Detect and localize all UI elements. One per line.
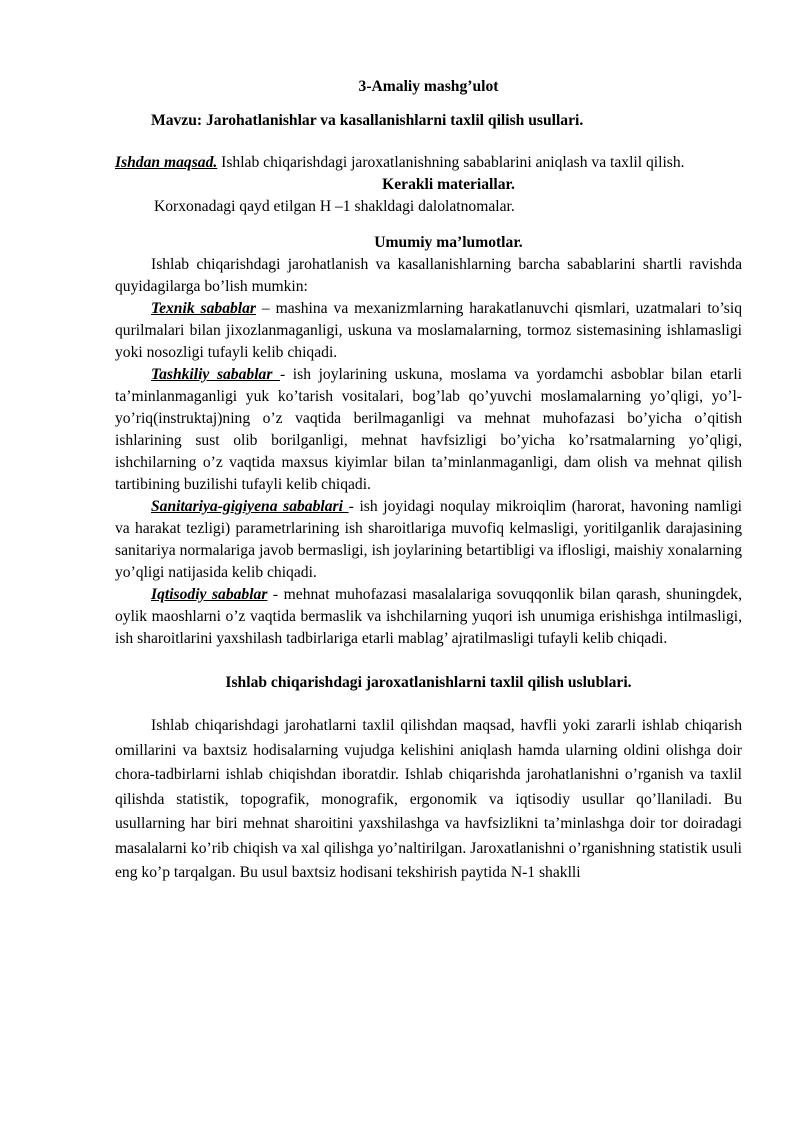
cause-paragraph-economic: [115, 584, 742, 650]
general-heading: Umumiy ma’lumotlar.: [374, 234, 523, 251]
document-page: [115, 76, 742, 886]
purpose-label: Ishdan maqsad.: [115, 154, 218, 171]
cause-term: Texnik sabablar: [151, 300, 256, 317]
cause-term: Tashkiliy sabablar: [151, 366, 280, 383]
cause-term: Sanitariya-gigiyena sabablari: [151, 498, 349, 515]
purpose-paragraph: [115, 152, 742, 174]
cause-term: Iqtisodiy sabablar: [151, 586, 268, 603]
purpose-text: Ishlab chiqarishdagi jaroxatlanishning sabablarini aniqlash va taxlil qilish.: [217, 154, 685, 171]
page-title: 3-Amaliy mashg’ulot: [358, 78, 499, 95]
cause-text: - ish joyidagi noqulay mikroiqlim (harorat, havoning namligi va harakat tezligi) parametrlarining ish sharoitlariga muvofiq kelmasligi, yoritilganlik darajasining sanitariya normalariga javob bermasligi, ish joylarining betartibligi va iflosligi, maishiy xonalarning yo’qligi natijasida kelib chiqadi.: [115, 498, 742, 581]
cause-paragraph-sanitary: [115, 496, 742, 584]
analysis-paragraph: Ishlab chiqarishdagi jarohatlarni taxlil qilishdan maqsad, havfli yoki zararli ishlab chiqarish omillarini va baxtsiz hodisalarning vujudga kelishini aniqlash hamda ularning oldini olishga doir chora-tadbirlarni ishlab chiqishdan iboratdir. Ishlab chiqarishda jarohatlanishni o’rganish va taxlil qilishda statistik, topografik, monografik, ergonomik va iqtisodiy usullar qo’llaniladi. Bu usullarning har biri mehnat sharoitini yaxshilashga va havfsizlikni ta’minlashga doir tor doiradagi masalalarni ko’rib chiqish va xal qilishga yo’naltirilgan. Jaroxatlanishni o’rganishning statistik usuli eng ko’p tarqalgan. Bu usul baxtsiz hodisani tekshirish paytida N-1 shaklli: [115, 717, 742, 881]
cause-text: - mehnat muhofazasi masalalariga sovuqqonlik bilan qarash, shuningdek, oylik maoshlarni o’z vaqtida bermaslik va ishchilarning yuqori ish unumiga erishishga intilmasligi, ish sharoitlarini yaxshilash tadbirlariga etarli mablag’ ajratilmasligi tufayli kelib chiqadi.: [115, 586, 742, 647]
topic-heading: Mavzu: Jarohatlanishlar va kasallanishlarni taxlil qilish usullari.: [151, 112, 584, 129]
cause-paragraph-organizational: [115, 364, 742, 496]
general-intro: Ishlab chiqarishdagi jarohatlanish va kasallanishlarning barcha sabablarini shartli ravishda quyidagilarga bo’lish mumkin:: [115, 256, 742, 295]
analysis-heading: Ishlab chiqarishdagi jaroxatlanishlarni taxlil qilish uslublari.: [225, 674, 632, 691]
cause-paragraph-technical: [115, 298, 742, 364]
cause-text: – mashina va mexanizmlarning harakatlanuvchi qismlari, uzatmalari to’siq qurilmalari bilan jixozlanmaganligi, uskuna va moslamalarning, tormoz sistemasining ishlamasligi yoki nosozligi tufayli kelib chiqadi.: [115, 300, 742, 361]
materials-heading: Kerakli materiallar.: [382, 176, 515, 193]
materials-text: Korxonadagi qayd etilgan H –1 shakldagi dalolatnomalar.: [154, 198, 515, 215]
cause-text: - ish joylarining uskuna, moslama va yordamchi asboblar bilan etarli ta’minlanmaganligi yuk ko’tarish vositalari, bog’lab qo’yuvchi moslamalarning yo’qligi, yo’l-yo’riq(instruktaj)ning o’z vaqtida berilmaganligi va mehnat muhofazasi bo’yicha o’qitish ishlarining sust olib borilganligi, mehnat havfsizligi bo’yicha ko’rsatmalarning yo’qligi, ishchilarning o’z vaqtida maxsus kiyimlar bilan ta’minlanmaganligi, dam olish va mehnat qilish tartibining buzilishi tufayli kelib chiqadi.: [115, 366, 742, 493]
